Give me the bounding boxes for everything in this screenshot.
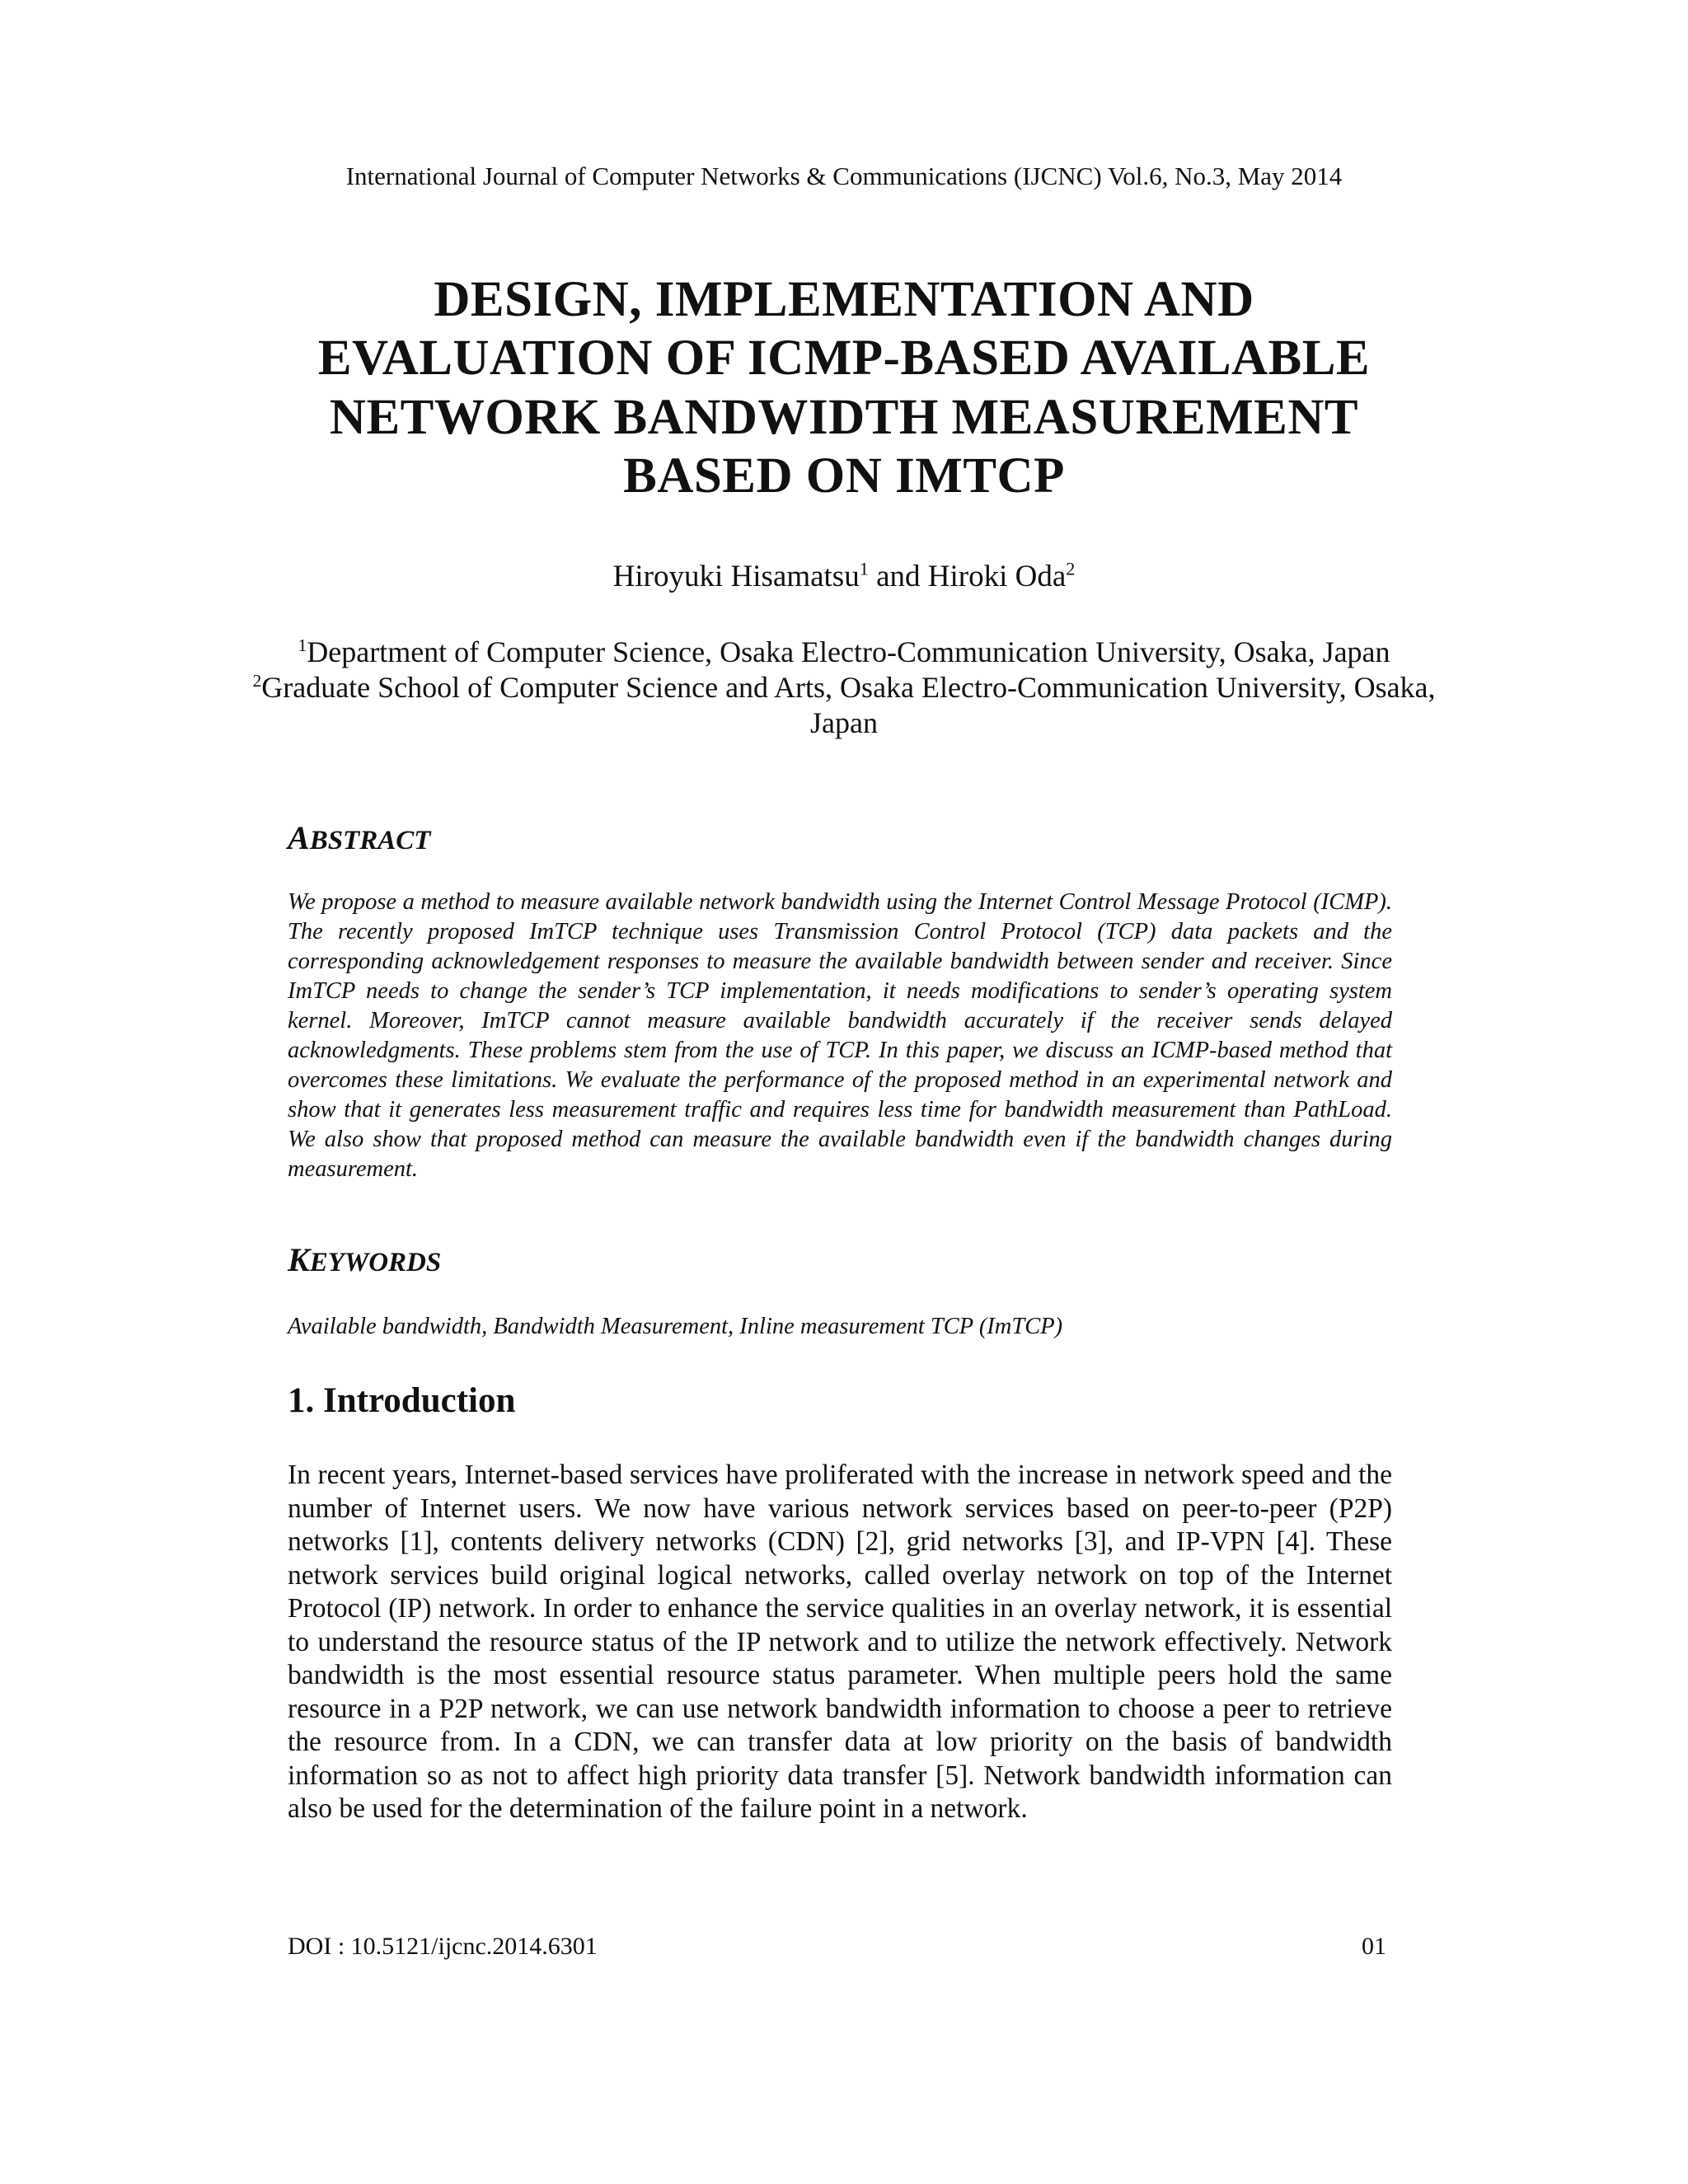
introduction-heading: 1. Introduction: [288, 1381, 516, 1420]
running-header: International Journal of Computer Networks & Communications (IJCNC) Vol.6, No.3, May 2014: [345, 162, 1343, 190]
affiliation-text: Graduate School of Computer Science and Arts, Osaka Electro-Communication University, Osaka, Japan: [261, 670, 1436, 739]
title-line: EVALUATION OF ICMP-BASED AVAILABLE: [317, 330, 1371, 387]
affiliations: [247, 635, 1441, 740]
abstract-heading-rest: BSTRACT: [309, 826, 431, 855]
author-conjunction: and: [868, 560, 928, 593]
keywords-heading-rest: EYWORDS: [309, 1248, 442, 1277]
keywords-heading: [288, 1240, 441, 1279]
keywords-heading-initial: K: [288, 1241, 310, 1278]
introduction-text: In recent years, Internet-based services have proliferated with the increase in network speed and the number of Internet users. We now have various network services based on peer-to-peer (P2P) networks [1], contents delivery networks (CDN) [2], grid networks [3], and IP-VPN [4]. These network services build original logical networks, called overlay network on top of the Internet Protocol (IP) network. In order to enhance the service qualities in an overlay network, it is essential to understand the resource status of the IP network and to utilize the network effectively. Network bandwidth is the most essential resource status parameter. When multiple peers hold the same resource in a P2P network, we can use network bandwidth information to choose a peer to retrieve the resource from. In a CDN, we can transfer data at low priority on the basis of bandwidth information so as not to affect high priority data transfer [5]. Network bandwidth information can also be used for the determination of the failure point in a network.: [288, 1460, 1392, 1824]
title-line: DESIGN, IMPLEMENTATION AND: [434, 272, 1254, 327]
author-name: Hiroki Oda: [927, 560, 1067, 593]
abstract-heading: [288, 818, 430, 857]
affiliation-mark: 1: [298, 635, 307, 655]
authors: [0, 559, 1688, 594]
affiliation-mark: 2: [252, 670, 262, 691]
affiliation-text: Department of Computer Science, Osaka Electro-Communication University, Osaka, Japan: [307, 635, 1390, 668]
keywords-text: Available bandwidth, Bandwidth Measurement, Inline measurement TCP (ImTCP): [288, 1314, 1063, 1339]
page-number: 01: [1362, 1933, 1386, 1960]
author-name: Hiroyuki Hisamatsu: [612, 560, 860, 593]
doi-footer: DOI : 10.5121/ijcnc.2014.6301: [288, 1933, 598, 1960]
title-line: BASED ON IMTCP: [623, 448, 1065, 504]
abstract-text: We propose a method to measure available network bandwidth using the Internet Control Message Protocol (ICMP). The recently proposed ImTCP technique uses Transmission Control Protocol (TCP) data packets and the corresponding acknowledgement responses to measure the available bandwidth between sender and receiver. Since ImTCP needs to change the sender’s TCP implementation, it needs modifications to sender’s operating system kernel. Moreover, ImTCP cannot measure available bandwidth accurately if the receiver sends delayed acknowledgments. These problems stem from the use of TCP. In this paper, we discuss an ICMP-based method that overcomes these limitations. We evaluate the performance of the proposed method in an experimental network and show that it generates less measurement traffic and requires less time for bandwidth measurement than PathLoad. We also show that proposed method can measure the available bandwidth even if the bandwidth changes during measurement.: [288, 889, 1392, 1182]
abstract-heading-initial: A: [288, 819, 310, 856]
author-affiliation-mark: 2: [1066, 558, 1076, 579]
title-line: NETWORK BANDWIDTH MEASUREMENT: [329, 389, 1359, 445]
author-affiliation-mark: 1: [859, 558, 869, 579]
affiliation: [247, 635, 1441, 670]
affiliation: [247, 670, 1441, 741]
paper-title: [214, 270, 1474, 505]
